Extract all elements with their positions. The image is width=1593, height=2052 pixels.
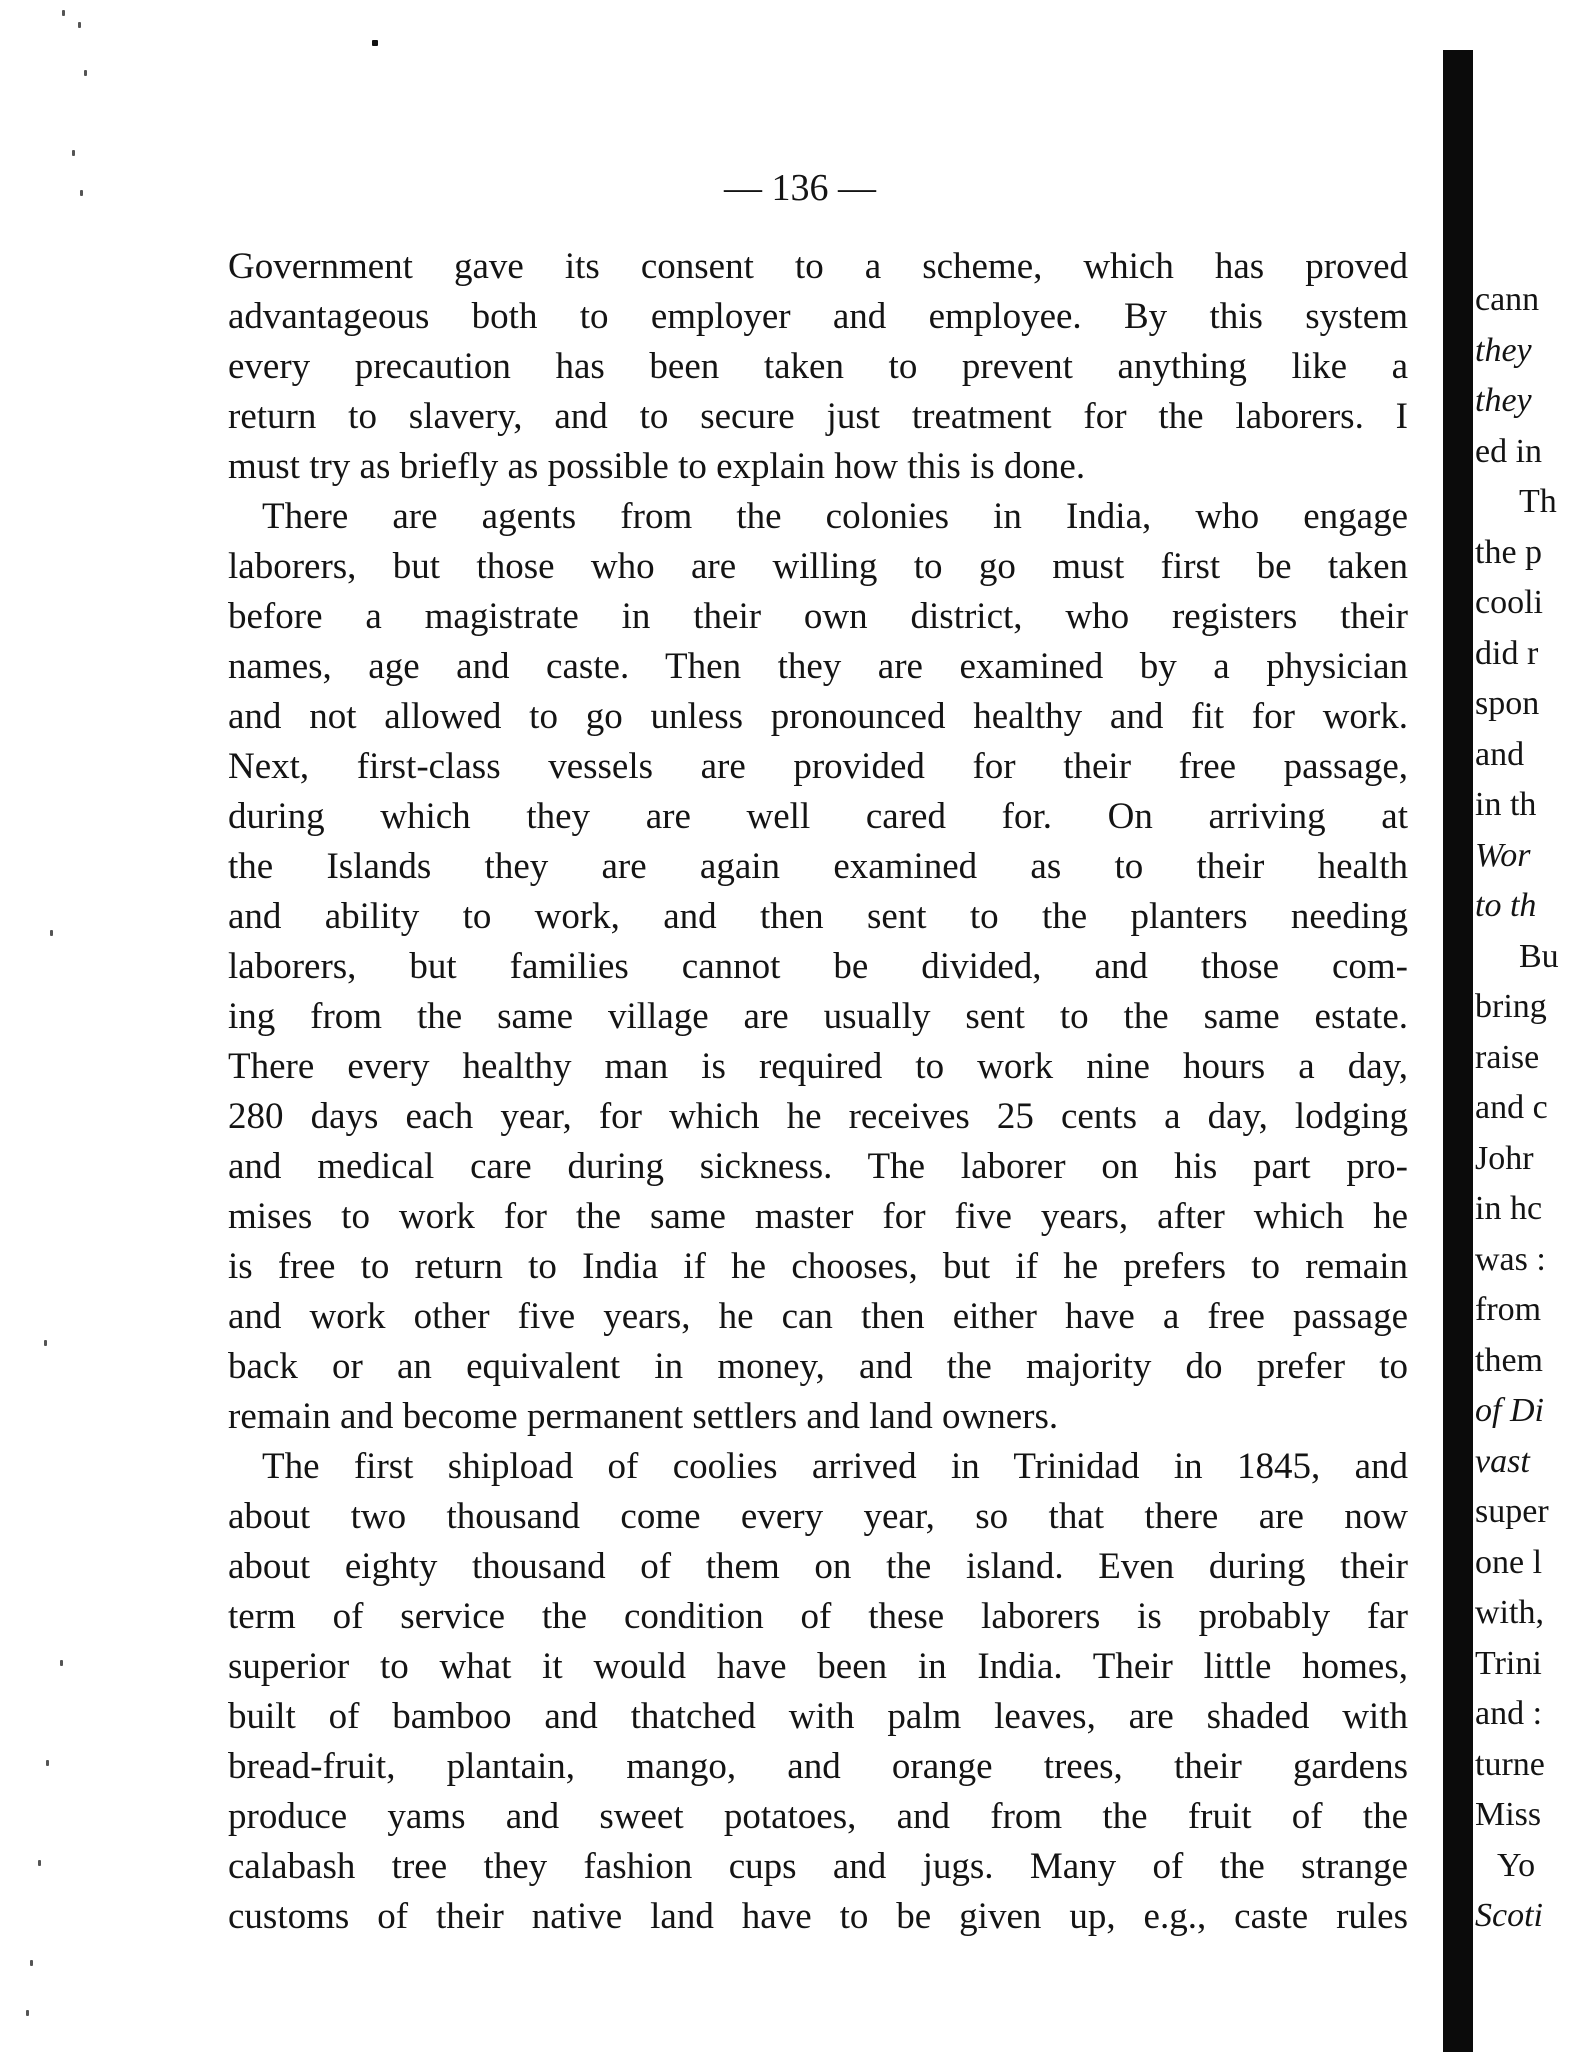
speck [372, 40, 378, 46]
text-line: mises to work for the same master for five years, after which he [228, 1196, 1408, 1237]
fragment-line: bring [1475, 988, 1547, 1025]
text-line: customs of their native land have to be given up, e.g., caste rules [228, 1896, 1408, 1937]
fragment-line: turne [1475, 1745, 1545, 1783]
text-line: advantageous both to employer and employee. By this system [228, 296, 1408, 337]
fragment-line: vast [1475, 1442, 1530, 1480]
fragment-line: spon [1475, 685, 1540, 722]
fragment-line: and [1475, 735, 1525, 773]
speck [38, 1860, 41, 1866]
fragment-line: Th [1519, 483, 1557, 520]
text-line: term of service the condition of these laborers is probably far [228, 1596, 1408, 1637]
text-line: is free to return to India if he chooses, but if he prefers to remain [228, 1246, 1408, 1287]
text-line: and medical care during sickness. The laborer on his part pro- [228, 1146, 1408, 1187]
fragment-line: they [1475, 382, 1532, 419]
fragment-line: Bu [1519, 937, 1559, 975]
body-text [228, 242, 1408, 1942]
fragment-line: with, [1475, 1594, 1544, 1631]
text-line: about eighty thousand of them on the island. Even during their [228, 1546, 1408, 1587]
fragment-line: the p [1475, 533, 1543, 571]
text-line: ing from the same village are usually sent to the same estate. [228, 996, 1408, 1037]
fragment-line: Miss [1475, 1796, 1542, 1833]
text-line: and work other five years, he can then either have a free passage [228, 1296, 1408, 1337]
adjacent-page-fragment [1475, 275, 1593, 1942]
fragment-line: them [1475, 1341, 1543, 1379]
scan-speckles [0, 0, 130, 2052]
text-line: There are agents from the colonies in India, who engage [262, 496, 1408, 537]
text-line: the Islands they are again examined as to their health [228, 846, 1408, 887]
fragment-line: Yo [1497, 1846, 1536, 1884]
text-line: Next, first-class vessels are provided for their free passage, [228, 746, 1408, 787]
fragment-line: super [1475, 1493, 1549, 1530]
text-line: about two thousand come every year, so that there are now [228, 1496, 1408, 1537]
text-line: must try as briefly as possible to explain how this is done. [228, 446, 1086, 487]
fragment-line: and c [1475, 1089, 1548, 1126]
speck [78, 22, 81, 28]
text-line: calabash tree they fashion cups and jugs. Many of the strange [228, 1846, 1408, 1887]
speck [62, 10, 65, 16]
fragment-line: one l [1475, 1543, 1543, 1581]
fragment-line: Scoti [1475, 1897, 1543, 1934]
fragment-line: was : [1475, 1240, 1546, 1278]
fragment-line: Johr [1475, 1139, 1534, 1177]
fragment-line: Wor [1475, 836, 1531, 874]
page-number: — 136 — [724, 167, 876, 209]
text-line: during which they are well cared for. On arriving at [228, 796, 1408, 837]
text-line: return to slavery, and to secure just treatment for the laborers. I [228, 396, 1408, 437]
text-line: The first shipload of coolies arrived in Trinidad in 1845, and [262, 1446, 1408, 1487]
fragment-line: did r [1475, 634, 1539, 672]
text-line: superior to what it would have been in India. Their little homes, [228, 1646, 1408, 1687]
text-line: before a magistrate in their own district, who registers their [228, 596, 1408, 637]
fragment-line: Trini [1475, 1644, 1542, 1682]
text-line: produce yams and sweet potatoes, and from the fruit of the [228, 1796, 1408, 1837]
text-line: built of bamboo and thatched with palm leaves, are shaded with [228, 1696, 1408, 1737]
text-line: laborers, but those who are willing to go must first be taken [228, 546, 1408, 587]
speck [60, 1660, 63, 1666]
fragment-line: ed in [1475, 432, 1543, 470]
text-line: bread-fruit, plantain, mango, and orange trees, their gardens [228, 1746, 1408, 1787]
text-line: laborers, but families cannot be divided, and those com- [228, 946, 1408, 987]
fragment-line: of Di [1475, 1392, 1544, 1429]
speck [84, 70, 87, 76]
fragment-line: they [1475, 331, 1532, 369]
speck [72, 150, 75, 156]
fragment-line: in hc [1475, 1190, 1543, 1227]
speck [46, 1760, 49, 1766]
fragment-line: and : [1475, 1695, 1543, 1732]
fragment-line: cooli [1475, 584, 1543, 621]
text-line: Government gave its consent to a scheme, which has proved [228, 246, 1408, 287]
fragment-line: raise [1475, 1038, 1540, 1076]
fragment-line: in th [1475, 786, 1537, 823]
text-line: 280 days each year, for which he receives 25 cents a day, lodging [228, 1096, 1408, 1137]
binding-gutter [1443, 50, 1473, 2052]
text-line: every precaution has been taken to prevent anything like a [228, 346, 1408, 387]
fragment-line: cann [1475, 281, 1540, 318]
text-line: remain and become permanent settlers and land owners. [228, 1396, 1059, 1437]
speck [80, 190, 83, 196]
speck [50, 930, 53, 936]
speck [30, 1960, 33, 1966]
speck [26, 2010, 29, 2016]
fragment-line: to th [1475, 887, 1537, 924]
text-line: names, age and caste. Then they are examined by a physician [228, 646, 1408, 687]
text-line: and not allowed to go unless pronounced healthy and fit for work. [228, 696, 1408, 737]
speck [44, 1340, 47, 1346]
text-line: There every healthy man is required to work nine hours a day, [228, 1046, 1408, 1087]
text-line: back or an equivalent in money, and the majority do prefer to [228, 1346, 1408, 1387]
text-line: and ability to work, and then sent to the planters needing [228, 896, 1408, 937]
fragment-line: from [1475, 1291, 1542, 1328]
